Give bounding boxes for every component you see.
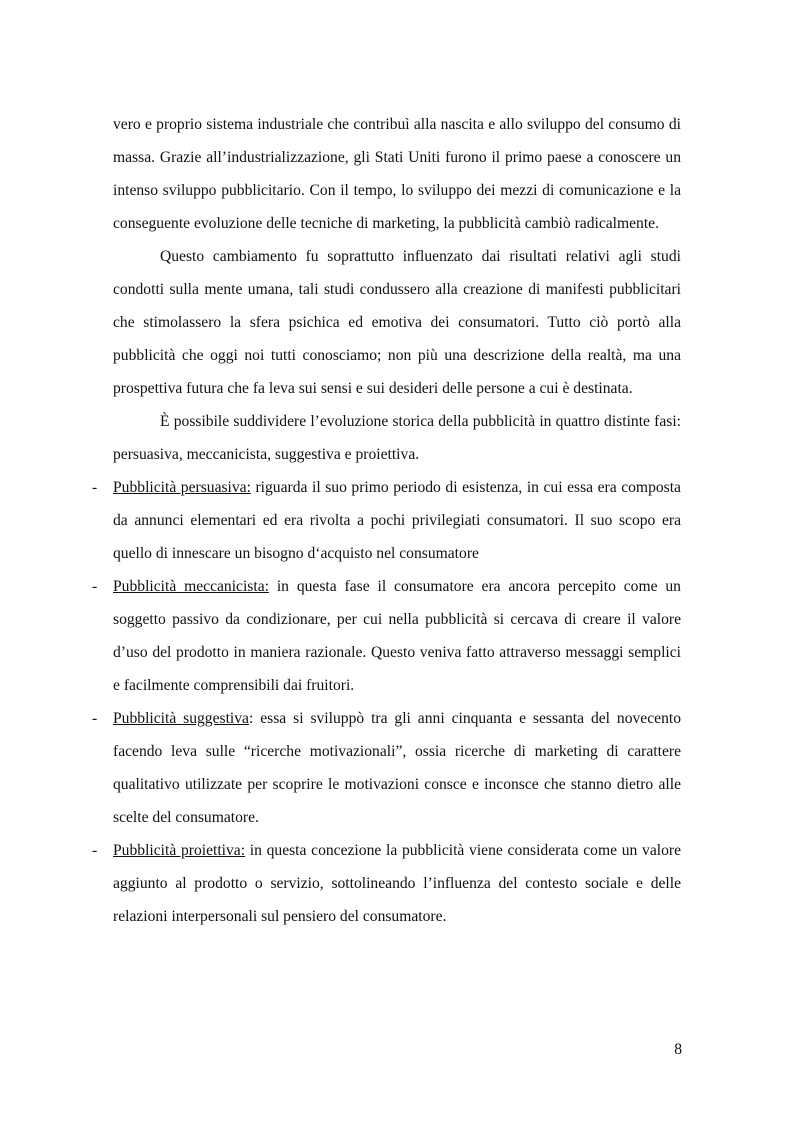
list-bullet: - — [92, 578, 98, 595]
paragraph-continuation: vero e proprio sistema industriale che contribuì alla nascita e allo sviluppo del consumo di massa. Grazie all’industrializzazione, gli Stati Uniti furono il primo paese a conoscere un intenso sviluppo pubblicitario. Con il tempo, lo sviluppo dei mezzi di comunicazione e la conseguente evoluzione delle tecniche di marketing, la pubblicità cambiò radicalmente. — [113, 116, 681, 232]
list-item-persuasiva — [92, 471, 681, 570]
list-bullet: - — [92, 710, 98, 727]
paragraph-phases-intro: È possibile suddividere l’evoluzione storica della pubblicità in quattro distinte fasi: persuasiva, meccanicista, suggestiva e proiettiva. — [113, 413, 681, 463]
list-item-meccanicista — [92, 570, 681, 702]
list-item-text: : essa si sviluppò tra gli anni cinquanta e sessanta del novecento facendo leva sulle “ricerche motivazionali”, ossia ricerche di marketing di carattere qualitativo utilizzate per scoprire le motivazioni consce e inconsce che stanno dietro alle scelte del consumatore. — [113, 710, 681, 826]
list-item-text: in questa concezione la pubblicità viene considerata come un valore aggiunto al prodotto o servizio, sottolineando l’influenza del contesto sociale e delle relazioni interpersonali sul pensiero del consumatore. — [113, 842, 681, 925]
body-text — [92, 108, 681, 933]
phases-list — [92, 471, 681, 933]
term-persuasiva: Pubblicità persuasiva: — [113, 479, 251, 496]
list-item-proiettiva — [92, 834, 681, 933]
page-number: 8 — [674, 1041, 682, 1058]
paragraph-change: Questo cambiamento fu soprattutto influenzato dai risultati relativi agli studi condotti sulla mente umana, tali studi condussero alla creazione di manifesti pubblicitari che stimolassero la sfera psichica ed emotiva dei consumatori. Tutto ciò portò alla pubblicità che oggi noi tutti conosciamo; non più una descrizione della realtà, ma una prospettiva futura che fa leva sui sensi e sui desideri delle persone a cui è destinata. — [113, 248, 681, 397]
list-bullet: - — [92, 842, 98, 859]
term-meccanicista: Pubblicità meccanicista: — [113, 578, 269, 595]
term-suggestiva: Pubblicità suggestiva — [113, 710, 249, 727]
list-item-text: riguarda il suo primo periodo di esistenza, in cui essa era composta da annunci elementari ed era rivolta a pochi privilegiati consumatori. Il suo scopo era quello di innescare un bisogno d‘acquisto nel consumatore — [113, 479, 681, 562]
list-item-text: in questa fase il consumatore era ancora percepito come un soggetto passivo da condizionare, per cui nella pubblicità si cercava di creare il valore d’uso del prodotto in maniera razionale. Questo veniva fatto attraverso messaggi semplici e facilmente comprensibili dai fruitori. — [113, 578, 681, 694]
list-item-suggestiva — [92, 702, 681, 834]
term-proiettiva: Pubblicità proiettiva: — [113, 842, 246, 859]
list-bullet: - — [92, 479, 98, 496]
